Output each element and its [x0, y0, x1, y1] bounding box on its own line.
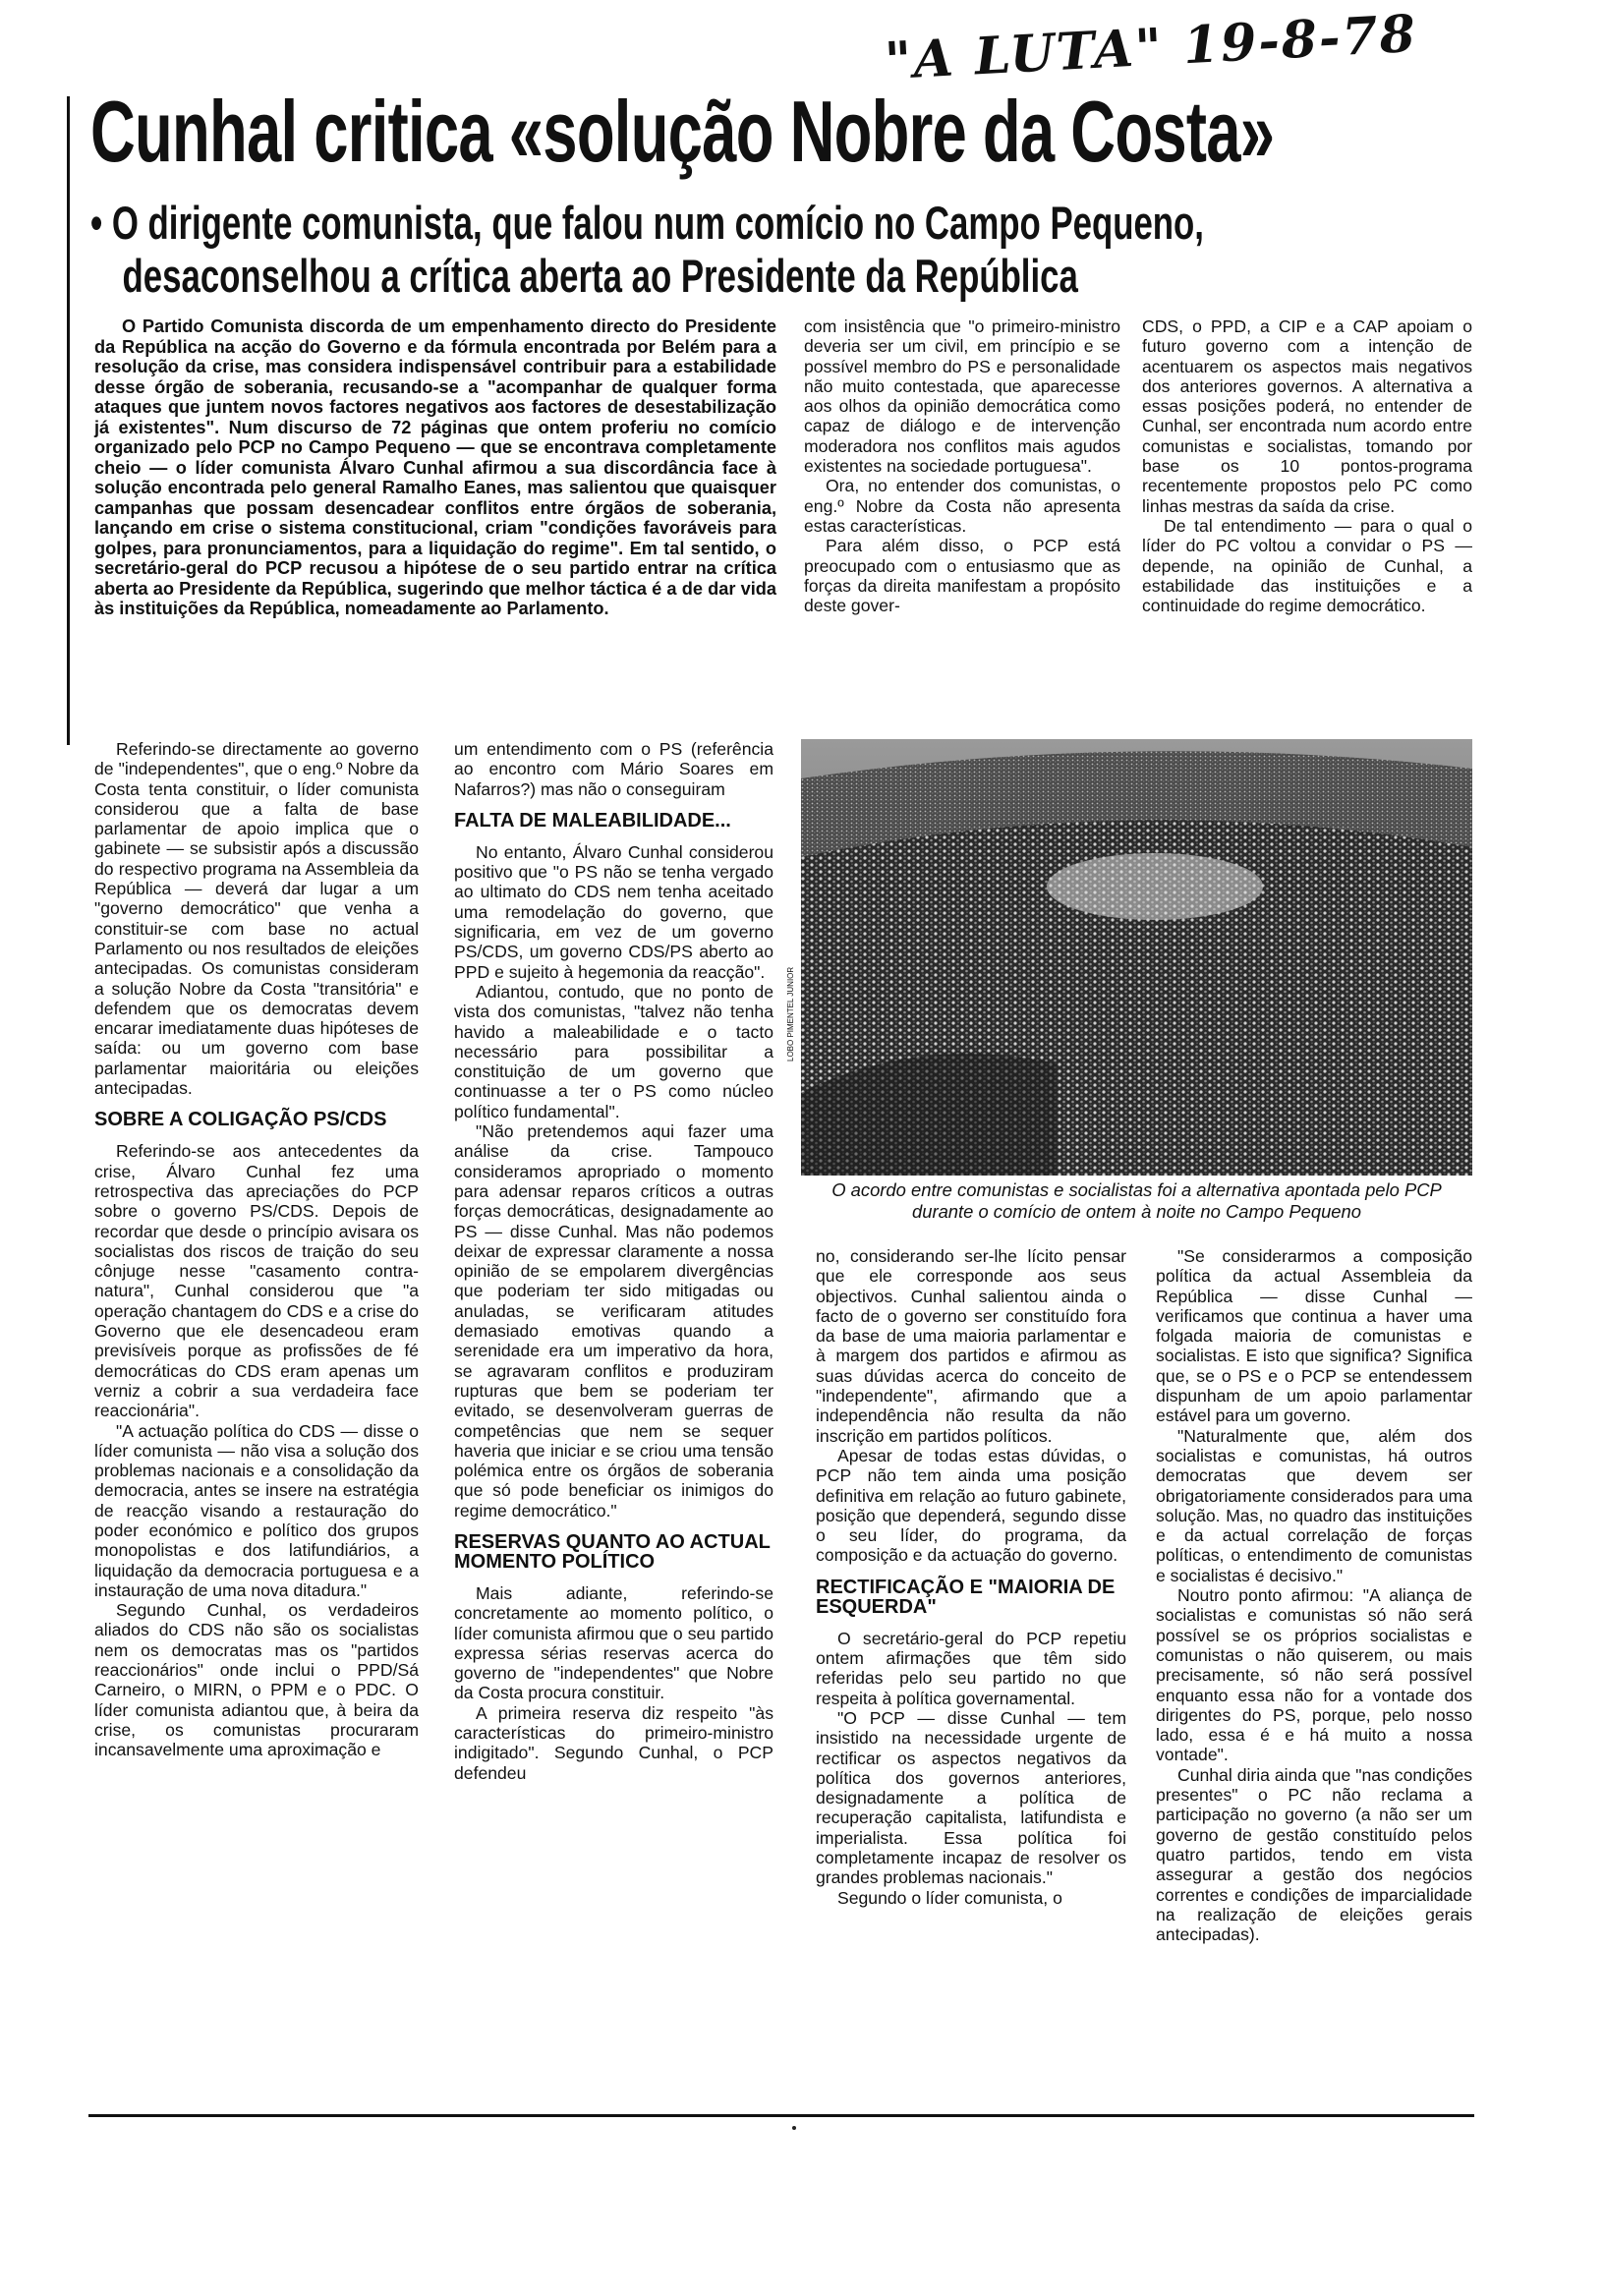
handwritten-date-note: "A LUTA" 19-8-78 — [883, 3, 1419, 92]
paragraph: Noutro ponto afirmou: "A aliança de socialistas e comunistas só não será possível se os próprios socialistas e comunistas o não quiserem, ou mais precisamente, só não será possível enquanto essa não for a vontade dos dirigentes do PS, porque, pelo nosso lado, essa é e há muito a nossa vontade". — [1156, 1585, 1472, 1765]
column-2 — [454, 739, 773, 1783]
paragraph: com insistência que "o primeiro-ministro deveria ser um civil, em princípio e se possível membro do PS e personalidade não muito contestada, que aparecesse aos olhos da opinião democrática como capaz de diálogo e de intervenção moderadora nos conflitos mais agudos existentes na sociedade portuguesa". — [804, 316, 1120, 477]
paragraph: "A actuação política do CDS — disse o líder comunista — não visa a solução dos problemas nacionais e a consolidação da democracia, antes se insere na estratégia de reacção visando a restauração do poder económico e político dos grupos monopolistas e dos latifundiários, a liquidação da democracia portuguesa e a instauração de uma nova ditadura." — [94, 1420, 419, 1600]
section-heading: FALTA DE MALEABILIDADE... — [454, 809, 731, 832]
lead-paragraph: O Partido Comunista discorda de um empenhamento directo do Presidente da República na acção do Governo e da fórmula encontrada por Belém para a resolução da crise, mas considera indispensável contribuir para a estabilidade desse órgão de soberania, recusando-se a "acompanhar de qualquer forma ataques que juntem novos factores negativos aos factores de desestabilização já existentes". Num discurso de 72 páginas que ontem proferiu no comício organizado pelo PCP no Campo Pequeno — que se encontrava completamente cheio — o líder comunista Álvaro Cunhal afirmou a sua discordância face à solução encontrada pelo general Ramalho Eanes, mas salientou que quaisquer campanhas que possam desencadear conflitos entre órgãos de soberania, lançando em crise o sistema constitucional, criam "condições favoráveis para golpes, para pronunciamentos, para a liquidação do regime". Em tal sentido, o secretário-geral do PCP recusou a hipótese de o seu partido entrar na crítica aberta ao Presidente da República, sugerindo que melhor táctica é a de dar vida às instituições da República, nomeadamente ao Parlamento. — [94, 316, 776, 618]
paragraph: "Não pretendemos aqui fazer uma análise da crise. Tampouco consideramos apropriado o momento para adensar reparos críticos a outras forças democráticas, designadamente ao PS — disse Cunhal. Mas não podemos deixar de expressar claramente a nossa opinião de se empolarem divergências que poderiam ter sido mitigadas ou anuladas, se verificaram atitudes demasiado emotivas quando a serenidade era um imperativo da hora, se agravaram conflitos e produziram rupturas que bem se poderiam ter evitado, se desenvolveram guerras de competências que nem se sequer haveria que iniciar e se criou uma tensão polémica entre os órgãos de soberania que só pode beneficiar os inimigos do regime democrático." — [454, 1121, 773, 1521]
section-heading: SOBRE A COLIGAÇÃO PS/CDS — [94, 1109, 387, 1131]
subheadline-line2: desaconselhou a crítica aberta ao Presidente da República — [122, 250, 1078, 302]
paragraph: Cunhal diria ainda que "nas condições presentes" o PC não reclama a participação no governo (a não ser um governo de gestão constituído pelos quatro partidos, tendo em vista assegurar a gestão dos negócios correntes e condições de imparcialidade na realização de eleições gerais antecipadas). — [1156, 1764, 1472, 1945]
paragraph: De tal entendimento — para o qual o líder do PC voltou a convidar o PS — depende, na opinião de Cunhal, a estabilidade das instituições e a continuidade do regime democrático. — [1142, 515, 1472, 616]
paragraph: Para além disso, o PCP está preocupado com o entusiasmo que as forças da direita manifestam a propósito deste gover- — [804, 536, 1120, 616]
subheadline-line1: • O dirigente comunista, que falou num comício no Campo Pequeno, — [90, 197, 1204, 249]
crowd-photo-graphic — [801, 739, 1472, 1176]
paragraph: Ora, no entender dos comunistas, o eng.º Nobre da Costa não apresenta estas características. — [804, 476, 1120, 536]
paragraph: no, considerando ser-lhe lícito pensar que ele corresponde aos seus objectivos. Cunhal salientou ainda o facto de o governo ser constituído fora da base de uma maioria parlamentar e à margem dos partidos e afirmou as suas dúvidas acerca do conceito de "independente", afirmando que a independência não resulta da não inscrição em partidos políticos. — [816, 1246, 1126, 1446]
section-heading: RECTIFICAÇÃO E "MAIORIA DE ESQUERDA" — [816, 1576, 1116, 1618]
paragraph: Referindo-se directamente ao governo de "independentes", que o eng.º Nobre da Costa tenta constituir, o líder comunista considerou que a falta de base parlamentar de apoio implica que o gabinete — se subsistir após a discussão do respectivo programa na Assembleia da República — deverá dar lugar a um "governo democrático" que venha a constituir-se com base no actual Parlamento ou nos resultados de eleições antecipadas. Os comunistas consideram a solução Nobre da Costa "transitória" e defendem que os democratas devem encarar imediatamente duas hipóteses de saída: ou um governo com base parlamentar maioritária ou eleições antecipadas. — [94, 739, 419, 1099]
bottom-rule — [88, 2114, 1474, 2117]
paragraph: Segundo Cunhal, os verdadeiros aliados do CDS não são os socialistas nem os democratas mas os "partidos reaccionários" onde inclui o PPD/Sá Carneiro, o MIRN, o PPM e o PDC. O líder comunista adiantou que, à beira da crise, os comunistas procuraram incansavelmente uma aproximação e — [94, 1600, 419, 1760]
paragraph: No entanto, Álvaro Cunhal considerou positivo que "o PS não se tenha vergado ao ultimato do CDS nem tenha aceitado uma remodelação do governo, que significaria, em vez de um governo PS/CDS, um governo CDS/PS aberto ao PPD e sujeito à hegemonia da reacção". — [454, 841, 773, 982]
column-4 — [1156, 1246, 1472, 1944]
column-1 — [94, 739, 419, 1760]
paragraph: Apesar de todas estas dúvidas, o PCP não tem ainda uma posição definitiva em relação ao futuro gabinete, posição que dependerá, segundo disse o seu líder, do programa, da composição e da actuação do governo. — [816, 1445, 1126, 1566]
paragraph: "Se considerarmos a composição política da actual Assembleia da República — disse Cunhal — verificamos que continua a haver uma folgada maioria de comunistas e socialistas. E isto que significa? Significa que, se o PS e o PCP se entendessem dispunham de um apoio parlamentar estável para um governo. — [1156, 1246, 1472, 1426]
top-column-3 — [804, 316, 1120, 615]
subheadline — [90, 197, 1204, 303]
paragraph: A primeira reserva diz respeito "às características do primeiro-ministro indigitado". Segundo Cunhal, o PCP defendeu — [454, 1702, 773, 1783]
paragraph: um entendimento com o PS (referência ao encontro com Mário Soares em Nafarros?) mas não o conseguiram — [454, 739, 773, 799]
headline: Cunhal critica «solução Nobre da Costa» — [90, 83, 1275, 180]
top-column-4 — [1142, 316, 1472, 615]
paragraph: CDS, o PPD, a CIP e a CAP apoiam o futuro governo com a intenção de acentuarem os aspectos mais negativos dos anteriores governos. A alternativa a essas posições poderá, no entender de Cunhal, ser encontrada num acordo entre comunistas e socialistas, tomando por base os 10 pontos-programa recentemente propostos pelo PC como linhas mestras da saída da crise. — [1142, 316, 1472, 516]
photo-credit: LOBO PIMENTEL JUNIOR — [786, 966, 795, 1062]
paragraph: Referindo-se aos antecedentes da crise, Álvaro Cunhal fez uma retrospectiva das apreciações do PCP sobre o governo PS/CDS. Depois de recordar que desde o princípio avisara os socialistas dos riscos de traição do seu cônjuge nesse "casamento contra-natura", Cunhal considerou que "a operação chantagem do CDS e a crise do Governo que ele desencadeou eram previsíveis porque as profissões de fé democráticas do CDS eram apenas um verniz a cobrir a sua verdadeira face reaccionária". — [94, 1141, 419, 1421]
paragraph: Mais adiante, referindo-se concretamente ao momento político, o líder comunista afirmou que o seu partido expressa sérias reservas acerca do governo de "independentes" que Nobre da Costa procura constituir. — [454, 1582, 773, 1703]
print-speck — [792, 2126, 796, 2130]
paragraph: "O PCP — disse Cunhal — tem insistido na necessidade urgente de rectificar os aspectos negativos da política dos governos anteriores, designadamente a política de recuperação capitalista, latifundista e imperialista. Essa política foi completamente incapaz de resolver os grandes problemas nacionais." — [816, 1707, 1126, 1888]
section-heading: RESERVAS QUANTO AO ACTUAL MOMENTO POLÍTICO — [454, 1530, 771, 1573]
crowd-photo — [801, 739, 1472, 1176]
paragraph: Segundo o líder comunista, o — [837, 1887, 1062, 1908]
left-margin-rule — [67, 96, 70, 745]
paragraph: Adiantou, contudo, que no ponto de vista dos comunistas, "talvez não tenha havido a maleabilidade e o tacto necessário para possibilitar a constituição de um governo que continuasse a ter o PS como núcleo político fundamental". — [454, 981, 773, 1121]
photo-caption: O acordo entre comunistas e socialistas foi a alternativa apontada pelo PCP durante o comício de ontem à noite no Campo Pequeno — [831, 1179, 1442, 1222]
paragraph: O secretário-geral do PCP repetiu ontem afirmações que têm sido referidas pelo seu partido no que respeita à política governamental. — [816, 1628, 1126, 1708]
column-3 — [816, 1246, 1126, 1908]
paragraph: "Naturalmente que, além dos socialistas e comunistas, há outros democratas que devem ser obrigatoriamente considerados para uma solução. Mas, no quadro das instituições e da actual correlação de forças políticas, o entendimento de comunistas e socialistas é decisivo." — [1156, 1425, 1472, 1585]
